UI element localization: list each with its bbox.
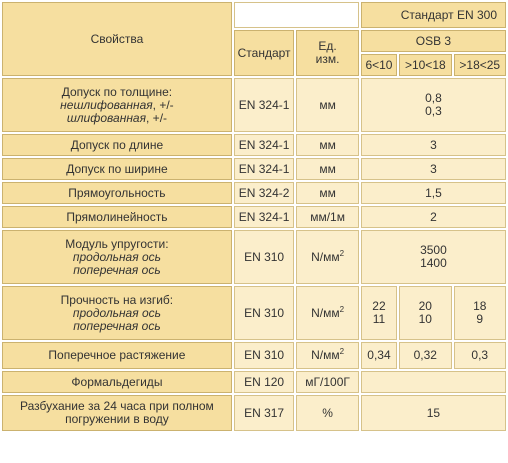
value-bending-1a: 22 bbox=[372, 299, 386, 313]
property-modulus-sub1: продольная ось bbox=[72, 249, 161, 264]
property-thickness-sub1-suffix: , +/- bbox=[152, 97, 174, 112]
value-bending-1 bbox=[361, 286, 397, 340]
unit-bending bbox=[296, 286, 359, 340]
unit-bending-sup: 2 bbox=[339, 304, 345, 314]
value-thickness-1: 0,8 bbox=[425, 91, 442, 105]
header-blank-cell bbox=[234, 2, 359, 28]
value-modulus-1: 3500 bbox=[420, 243, 447, 257]
row-straightness bbox=[2, 206, 506, 228]
header-standard: Стандарт bbox=[234, 30, 294, 76]
property-thickness-sub2-name: шлифованная bbox=[66, 110, 147, 125]
value-bending-2b: 10 bbox=[418, 312, 432, 326]
property-bending-title: Прочность на изгиб: bbox=[60, 292, 174, 307]
unit-squareness: мм bbox=[296, 182, 359, 204]
row-length bbox=[2, 134, 506, 156]
header-unit bbox=[296, 30, 359, 76]
value-thickness-2: 0,3 bbox=[425, 104, 442, 118]
value-length: 3 bbox=[361, 134, 506, 156]
header-row-1 bbox=[2, 2, 506, 28]
unit-straightness: мм/1м bbox=[296, 206, 359, 228]
row-thickness bbox=[2, 78, 506, 132]
unit-modulus-base: N/мм bbox=[311, 249, 340, 264]
value-modulus-2: 1400 bbox=[420, 256, 447, 270]
value-width: 3 bbox=[361, 158, 506, 180]
standard-formaldehyde: EN 120 bbox=[234, 371, 294, 393]
row-swelling bbox=[2, 395, 506, 431]
value-thickness bbox=[361, 78, 506, 132]
standard-straightness: EN 324-1 bbox=[234, 206, 294, 228]
property-swelling-line1: Разбухание за 24 часа при полном bbox=[20, 399, 214, 413]
standard-length: EN 324-1 bbox=[234, 134, 294, 156]
standard-swelling: EN 317 bbox=[234, 395, 294, 431]
header-range-2: >10<18 bbox=[399, 54, 451, 76]
row-tension bbox=[2, 342, 506, 369]
row-bending bbox=[2, 286, 506, 340]
unit-length: мм bbox=[296, 134, 359, 156]
property-straightness: Прямолинейность bbox=[2, 206, 232, 228]
unit-bending-base: N/мм bbox=[311, 305, 340, 320]
header-range-1: 6<10 bbox=[361, 54, 397, 76]
standard-modulus: EN 310 bbox=[234, 230, 294, 284]
property-thickness bbox=[2, 78, 232, 132]
header-properties: Свойства bbox=[2, 2, 232, 76]
property-bending bbox=[2, 286, 232, 340]
property-bending-sub1: продольная ось bbox=[72, 305, 161, 320]
value-bending-3 bbox=[454, 286, 506, 340]
unit-modulus bbox=[296, 230, 359, 284]
property-thickness-sub2 bbox=[5, 112, 229, 125]
property-formaldehyde: Формальдегиды bbox=[2, 371, 232, 393]
unit-width: мм bbox=[296, 158, 359, 180]
header-unit-line2: изм. bbox=[315, 52, 340, 66]
property-squareness: Прямоугольность bbox=[2, 182, 232, 204]
property-width: Допуск по ширине bbox=[2, 158, 232, 180]
unit-modulus-sup: 2 bbox=[339, 248, 345, 258]
value-bending-3a: 18 bbox=[473, 299, 487, 313]
standard-thickness: EN 324-1 bbox=[234, 78, 294, 132]
property-tension: Поперечное растяжение bbox=[2, 342, 232, 369]
row-modulus bbox=[2, 230, 506, 284]
unit-formaldehyde: мГ/100Г bbox=[296, 371, 359, 393]
value-squareness: 1,5 bbox=[361, 182, 506, 204]
unit-tension bbox=[296, 342, 359, 369]
unit-tension-sup: 2 bbox=[339, 347, 345, 356]
unit-tension-base: N/мм bbox=[311, 348, 340, 362]
value-tension-1: 0,34 bbox=[361, 342, 397, 369]
value-bending-1b: 11 bbox=[372, 312, 386, 326]
row-formaldehyde bbox=[2, 371, 506, 393]
property-swelling bbox=[2, 395, 232, 431]
header-standard-group: Стандарт EN 300 bbox=[361, 2, 506, 28]
value-modulus bbox=[361, 230, 506, 284]
header-range-3: >18<25 bbox=[454, 54, 506, 76]
property-modulus-title: Модуль упругости: bbox=[65, 236, 169, 251]
value-tension-2: 0,32 bbox=[399, 342, 451, 369]
unit-swelling: % bbox=[296, 395, 359, 431]
row-width bbox=[2, 158, 506, 180]
unit-thickness: мм bbox=[296, 78, 359, 132]
property-modulus-sub2: поперечная ось bbox=[73, 262, 161, 277]
standard-bending: EN 310 bbox=[234, 286, 294, 340]
header-unit-line1: Ед. bbox=[318, 39, 337, 53]
property-length: Допуск по длине bbox=[2, 134, 232, 156]
value-bending-3b: 9 bbox=[476, 312, 484, 326]
row-squareness bbox=[2, 182, 506, 204]
value-swelling: 15 bbox=[361, 395, 506, 431]
property-swelling-line2: погружении в воду bbox=[65, 412, 169, 426]
value-straightness: 2 bbox=[361, 206, 506, 228]
property-bending-sub2: поперечная ось bbox=[73, 318, 161, 333]
property-thickness-title: Допуск по толщине: bbox=[61, 84, 173, 99]
property-thickness-sub2-suffix: , +/- bbox=[146, 110, 168, 125]
value-tension-3: 0,3 bbox=[454, 342, 506, 369]
header-product: OSB 3 bbox=[361, 30, 506, 52]
property-thickness-sub1-name: нешлифованная bbox=[60, 97, 153, 112]
standard-width: EN 324-1 bbox=[234, 158, 294, 180]
value-formaldehyde bbox=[361, 371, 506, 393]
value-bending-2a: 20 bbox=[418, 299, 432, 313]
value-bending-2 bbox=[399, 286, 451, 340]
property-modulus bbox=[2, 230, 232, 284]
standard-tension: EN 310 bbox=[234, 342, 294, 369]
standard-squareness: EN 324-2 bbox=[234, 182, 294, 204]
